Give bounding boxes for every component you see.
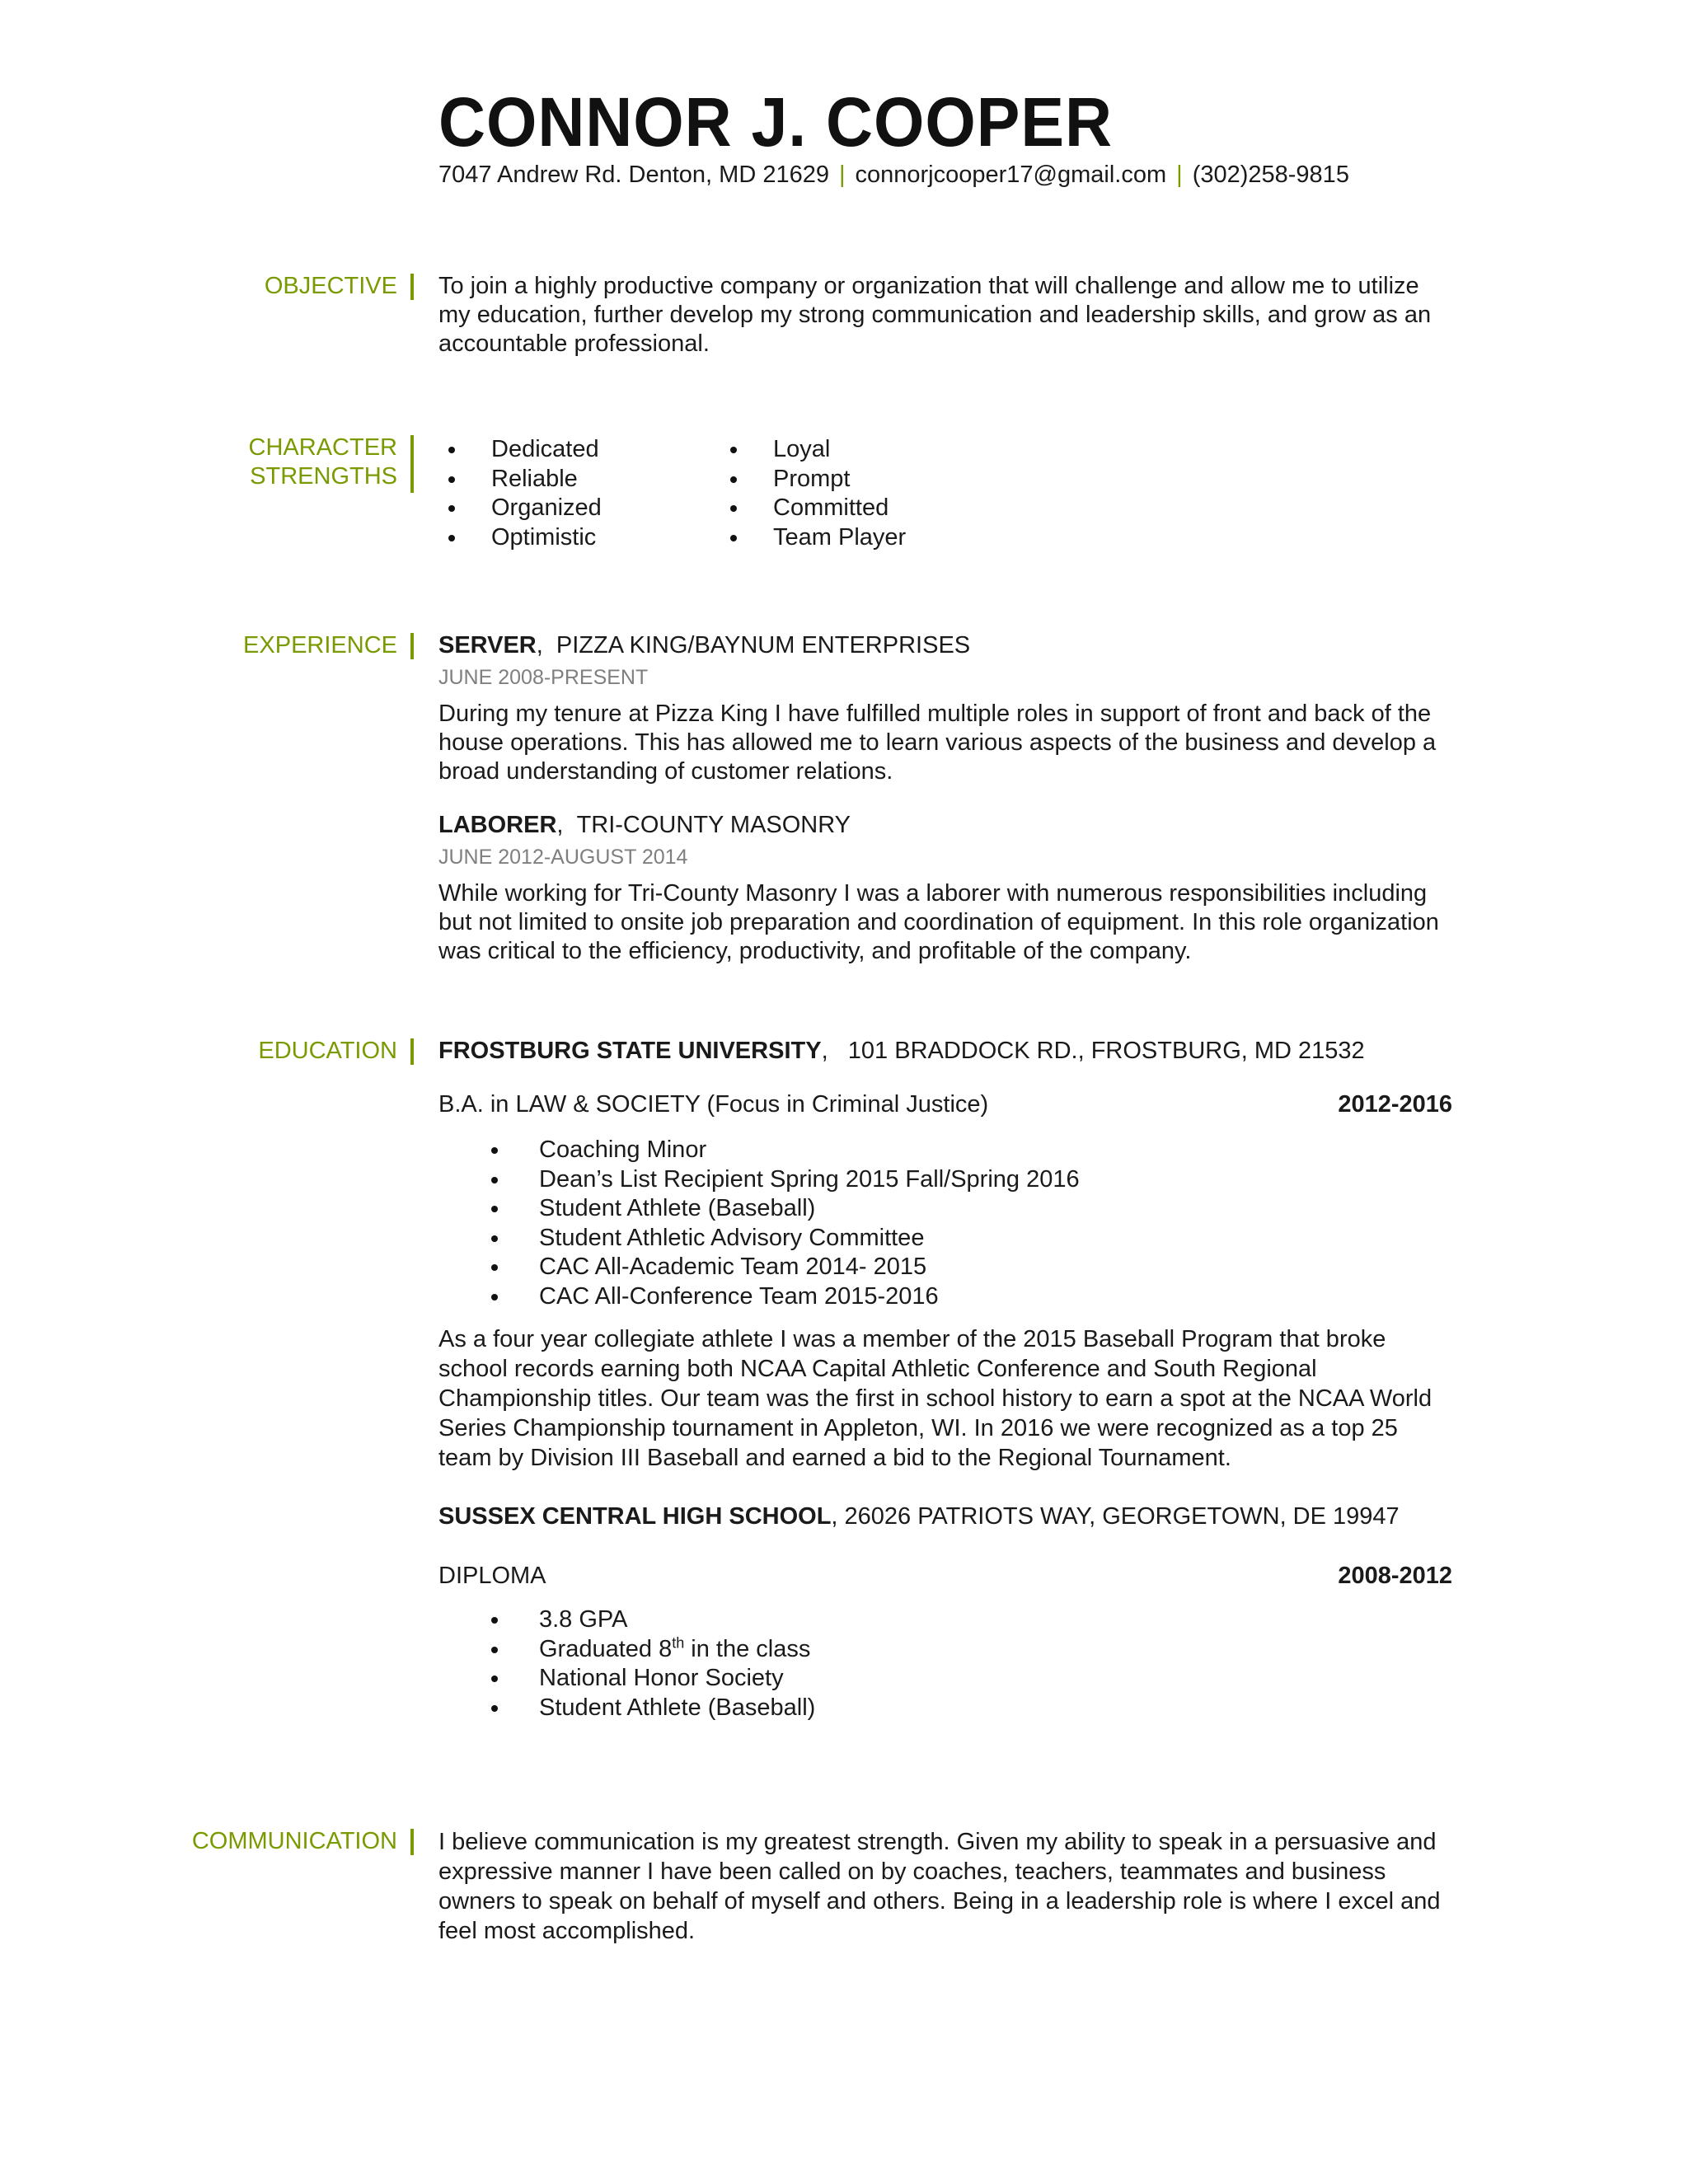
job-dates: JUNE 2008-PRESENT — [438, 666, 649, 689]
list-item: Committed — [720, 494, 906, 523]
college-honors-list — [438, 1136, 1452, 1311]
education-content — [438, 1037, 1452, 1722]
section-divider — [410, 1829, 414, 1855]
list-item: Loyal — [720, 435, 906, 465]
communication-content — [438, 1827, 1452, 1946]
high-school-line: SUSSEX CENTRAL HIGH SCHOOL, 26026 PATRIOTS WAY, GEORGETOWN, DE 19947 — [438, 1503, 1400, 1530]
list-item: 3.8 GPA — [438, 1605, 1452, 1635]
job-title-line: SERVER, PIZZA KING/BAYNUM ENTERPRISES — [438, 632, 971, 658]
diploma: DIPLOMA — [438, 1563, 546, 1589]
section-divider — [410, 633, 414, 659]
list-item: Dean’s List Recipient Spring 2015 Fall/Spring 2016 — [438, 1165, 1452, 1195]
graduated-rank: Graduated 8 — [539, 1635, 673, 1662]
ordinal-suffix: th — [672, 1633, 685, 1651]
phone: (302)258-9815 — [1192, 162, 1349, 188]
degree-line — [438, 1090, 1452, 1119]
strengths-label-line2: STRENGTHS — [250, 463, 397, 490]
job-dates: JUNE 2012-AUGUST 2014 — [438, 846, 688, 869]
job-description: During my tenure at Pizza King I have fulfilled multiple roles in support of front and back of the house operations. This has allowed me to learn various aspects of the business and develop a broad understanding of customer relations. — [438, 701, 1437, 785]
job-description: While working for Tri-County Masonry I was a laborer with numerous responsibilities including but not limited to onsite job preparation and coordination of equipment. In this role organization was critical to the efficiency, productivity, and profitable of the company. — [438, 880, 1439, 964]
section-divider — [410, 1038, 414, 1065]
college-paragraph: As a four year collegiate athlete I was a member of the 2015 Baseball Program that broke school records earning both NCAA Capital Athletic Conference and South Regional Championship titles. Our team was the first in school history to earn a spot at the NCAA World Series Championship tournament in Appleton, WI. In 2016 we were recognized as a top 25 team by Division III Baseball and earned a bid to the Regional Tournament. — [438, 1326, 1432, 1471]
degree: B.A. in LAW & SOCIETY (Focus in Criminal Justice) — [438, 1091, 989, 1118]
applicant-name: CONNOR J. COOPER — [438, 83, 1113, 161]
diploma-line — [438, 1562, 1452, 1591]
diploma-years: 2008-2012 — [1338, 1563, 1452, 1589]
email: connorjcooper17@gmail.com — [855, 162, 1167, 188]
strengths-column-2 — [720, 435, 906, 552]
objective-label: OBJECTIVE — [264, 273, 397, 299]
degree-years: 2012-2016 — [1338, 1091, 1452, 1118]
high-school-address: 26026 PATRIOTS WAY, GEORGETOWN, DE 19947 — [844, 1503, 1400, 1530]
list-item — [438, 1635, 1452, 1665]
list-item: Student Athlete (Baseball) — [438, 1194, 1452, 1224]
list-item: CAC All-Conference Team 2015-2016 — [438, 1282, 1452, 1312]
graduated-rank-tail: in the class — [684, 1635, 811, 1662]
strengths-list — [438, 435, 1452, 559]
high-school-name: SUSSEX CENTRAL HIGH SCHOOL — [438, 1503, 832, 1530]
college-line: FROSTBURG STATE UNIVERSITY, 101 BRADDOCK RD., FROSTBURG, MD 21532 — [438, 1038, 1365, 1064]
job-title: SERVER — [438, 632, 537, 658]
address: 7047 Andrew Rd. Denton, MD 21629 — [438, 162, 829, 188]
contact-line — [438, 163, 1349, 187]
employer: TRI-COUNTY MASONRY — [576, 812, 851, 838]
education-label: EDUCATION — [258, 1038, 397, 1064]
list-item: Optimistic — [438, 523, 602, 553]
list-item: Prompt — [720, 465, 906, 494]
list-item: Student Athlete (Baseball) — [438, 1694, 1452, 1723]
list-item: Student Athletic Advisory Committee — [438, 1224, 1452, 1254]
experience-content — [438, 631, 1452, 966]
communication-paragraph: I believe communication is my greatest strength. Given my ability to speak in a persuasive and expressive manner I have been called on by coaches, teachers, teammates and business owners to speak on behalf of myself and others. Being in a leadership role is where I excel and feel most accomplished. — [438, 1829, 1441, 1944]
list-item: Team Player — [720, 523, 906, 553]
strengths-label-line1: CHARACTER — [248, 434, 397, 461]
strengths-label — [249, 434, 397, 491]
list-item: Dedicated — [438, 435, 602, 465]
separator: | — [838, 162, 846, 188]
communication-label: COMMUNICATION — [191, 1828, 397, 1854]
college-address: 101 BRADDOCK RD., FROSTBURG, MD 21532 — [847, 1038, 1365, 1064]
list-item: Coaching Minor — [438, 1136, 1452, 1165]
job-title: LABORER — [438, 812, 557, 838]
objective-paragraph: To join a highly productive company or organization that will challenge and allow me to utilize my education, further develop my strong communication and leadership skills, and grow as an accountable professional. — [438, 273, 1432, 357]
separator: | — [1176, 162, 1183, 188]
high-school-list — [438, 1605, 1452, 1722]
employer: PIZZA KING/BAYNUM ENTERPRISES — [556, 632, 971, 658]
objective-text — [438, 272, 1452, 359]
list-item: Organized — [438, 494, 602, 523]
job-title-line: LABORER, TRI-COUNTY MASONRY — [438, 812, 851, 838]
strengths-column-1 — [438, 435, 602, 552]
section-divider — [410, 435, 414, 493]
list-item: CAC All-Academic Team 2014- 2015 — [438, 1253, 1452, 1282]
list-item: National Honor Society — [438, 1664, 1452, 1694]
experience-label: EXPERIENCE — [243, 632, 397, 658]
college-name: FROSTBURG STATE UNIVERSITY — [438, 1038, 822, 1064]
list-item: Reliable — [438, 465, 602, 494]
section-divider — [410, 274, 414, 300]
